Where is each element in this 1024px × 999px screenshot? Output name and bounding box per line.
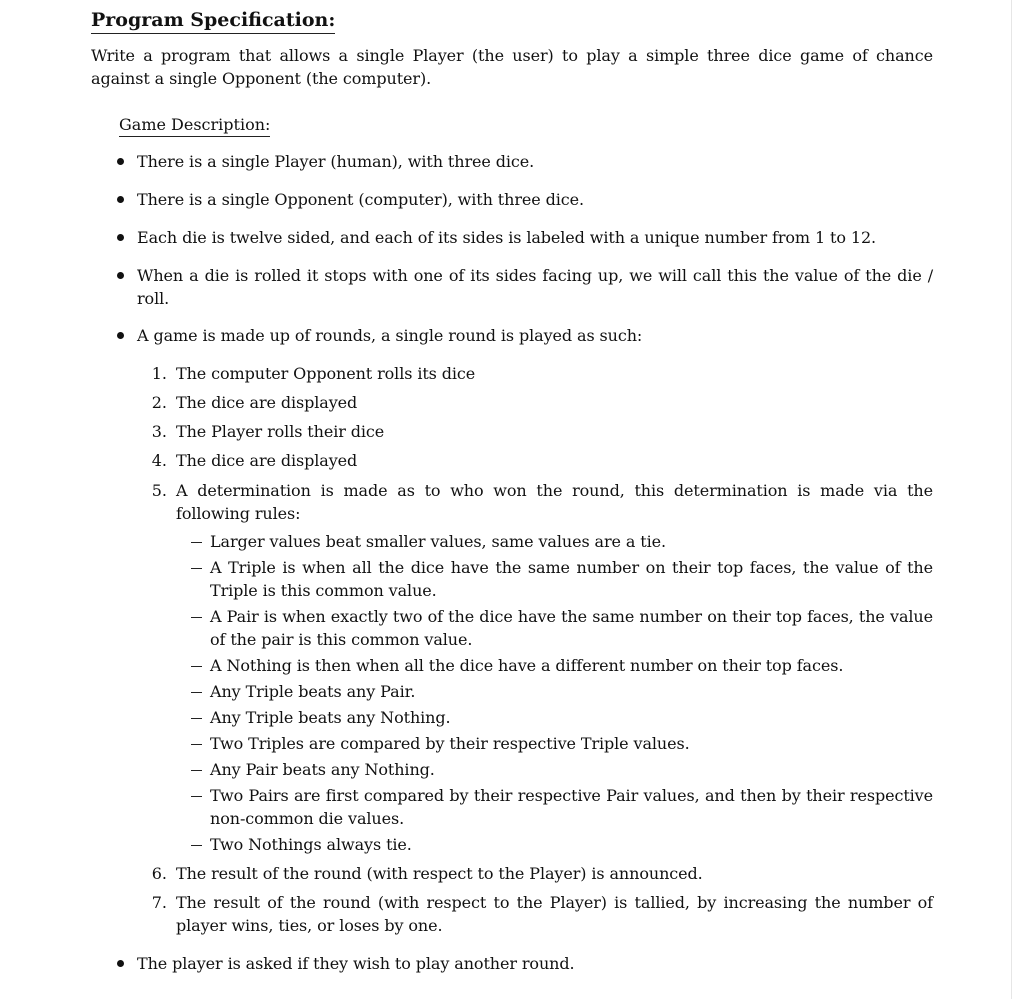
bullet-item: Each die is twelve sided, and each of its sides is labeled with a unique number from 1 to 12. — [137, 228, 877, 247]
bullet-item: There is a single Opponent (computer), with three dice. — [137, 190, 584, 209]
step-number: 3. — [151, 422, 167, 441]
bullet-dot — [117, 960, 124, 967]
step-text: The Player rolls their dice — [176, 422, 385, 441]
bullet-item: A game is made up of rounds, a single round is played as such: — [137, 326, 643, 345]
rule-dash — [191, 845, 202, 846]
rule-item: Any Triple beats any Nothing. — [210, 708, 451, 727]
step-text: The result of the round (with respect to the Player) is tallied, by increasing the number of player wins, ties, or loses by one. — [176, 893, 933, 935]
rule-dash — [191, 744, 202, 745]
rule-dash — [191, 692, 202, 693]
rule-dash — [191, 718, 202, 719]
page-edge-divider — [1011, 0, 1012, 999]
bullet-dot — [117, 272, 124, 279]
bullet-dot — [117, 158, 124, 165]
bullet-item: The player is asked if they wish to play another round. — [137, 954, 575, 973]
step-number: 7. — [151, 893, 167, 912]
step-number: 6. — [151, 864, 167, 883]
step-text: The dice are displayed — [176, 393, 358, 412]
bullet-item: There is a single Player (human), with three dice. — [137, 152, 535, 171]
step-number: 5. — [151, 481, 167, 500]
rule-item: Any Pair beats any Nothing. — [210, 760, 435, 779]
step-text: A determination is made as to who won the round, this determination is made via the following rules: — [176, 481, 933, 523]
bullet-dot — [117, 234, 124, 241]
rule-item: A Triple is when all the dice have the same number on their top faces, the value of the Triple is this common value. — [210, 558, 933, 600]
rule-dash — [191, 568, 202, 569]
step-number: 1. — [151, 364, 167, 383]
section-heading: Program Specification: — [91, 8, 335, 34]
rule-dash — [191, 666, 202, 667]
rule-dash — [191, 796, 202, 797]
rule-item: A Nothing is then when all the dice have a different number on their top faces. — [210, 656, 844, 675]
step-text: The result of the round (with respect to the Player) is announced. — [176, 864, 703, 883]
step-text: The computer Opponent rolls its dice — [176, 364, 476, 383]
step-text: The dice are displayed — [176, 451, 358, 470]
bullet-item: When a die is rolled it stops with one of its sides facing up, we will call this the value of the die / roll. — [137, 266, 933, 308]
rule-item: Larger values beat smaller values, same values are a tie. — [210, 532, 667, 551]
step-number: 2. — [151, 393, 167, 412]
rule-dash — [191, 542, 202, 543]
step-number: 4. — [151, 451, 167, 470]
bullet-dot — [117, 196, 124, 203]
rule-item: A Pair is when exactly two of the dice have the same number on their top faces, the value of the pair is this common value. — [210, 607, 933, 649]
bullet-dot — [117, 332, 124, 339]
rule-item: Two Triples are compared by their respective Triple values. — [210, 734, 690, 753]
game-description-heading: Game Description: — [119, 114, 270, 137]
rule-item: Any Triple beats any Pair. — [210, 682, 416, 701]
intro-paragraph: Write a program that allows a single Player (the user) to play a simple three dice game of chance against a single Opponent (the computer). — [91, 46, 933, 88]
rule-dash — [191, 617, 202, 618]
rule-dash — [191, 770, 202, 771]
rule-item: Two Pairs are first compared by their respective Pair values, and then by their respective non-common die values. — [210, 786, 933, 828]
rule-item: Two Nothings always tie. — [210, 835, 412, 854]
